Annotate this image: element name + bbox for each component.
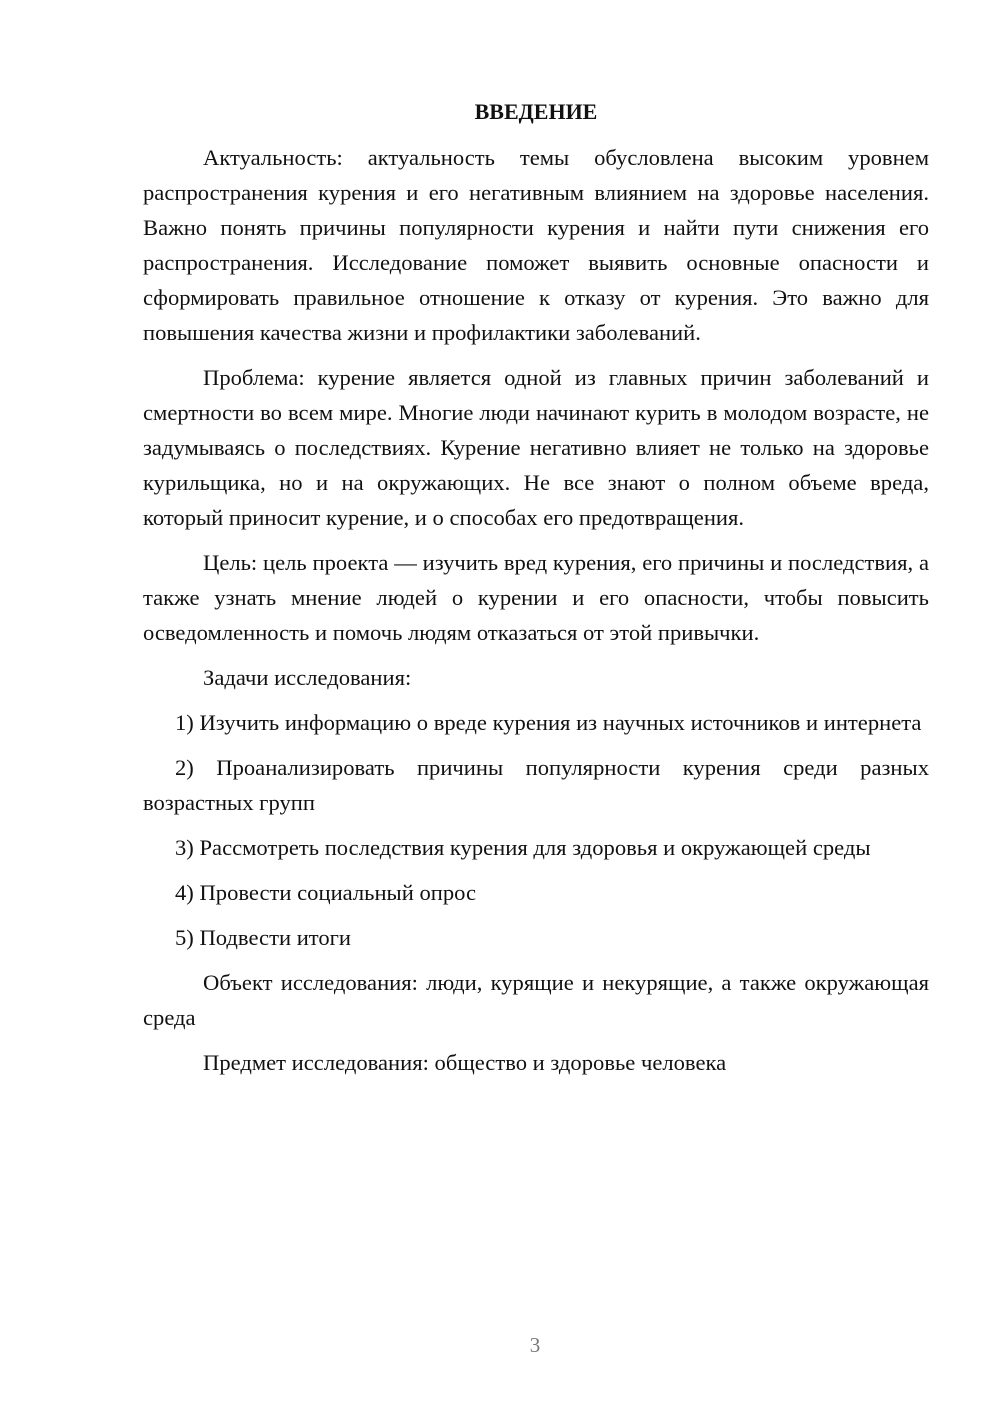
relevance-paragraph: Актуальность: актуальность темы обусловлена высоким уровнем распространения курения и его негативным влиянием на здоровье населения. Важно понять причины популярности курения и найти пути снижения его распространения. Исследование поможет выявить основные опасности и сформировать правильное отношение к отказу от курения. Это важно для повышения качества жизни и профилактики заболеваний. — [143, 145, 929, 345]
task-item-3: 3) Рассмотреть последствия курения для здоровья и окружающей среды — [175, 835, 871, 860]
task-item-1: 1) Изучить информацию о вреде курения из научных источников и интернета — [175, 710, 922, 735]
task-item-4: 4) Провести социальный опрос — [175, 880, 477, 905]
page-title: ВВЕДЕНИЕ — [474, 99, 598, 124]
page-number: 3 — [529, 1333, 541, 1357]
problem-paragraph: Проблема: курение является одной из главных причин заболеваний и смертности во всем мире. Многие люди начинают курить в молодом возрасте, не задумываясь о последствиях. Курение негативно влияет не только на здоровье курильщика, но и на окружающих. Не все знают о полном объеме вреда, который приносит курение, и о способах его предотвращения. — [143, 365, 929, 530]
subject-paragraph: Предмет исследования: общество и здоровье человека — [203, 1050, 727, 1075]
tasks-heading: Задачи исследования: — [203, 665, 412, 690]
goal-paragraph: Цель: цель проекта — изучить вред курения, его причины и последствия, а также узнать мнение людей о курении и его опасности, чтобы повысить осведомленность и помочь людям отказаться от этой привычки. — [143, 550, 929, 645]
task-item-5: 5) Подвести итоги — [175, 925, 352, 950]
task-item-2: 2) Проанализировать причины популярности курения среди разных возрастных групп — [143, 755, 929, 815]
page-body — [143, 96, 929, 1090]
object-paragraph: Объект исследования: люди, курящие и некурящие, а также окружающая среда — [143, 970, 929, 1030]
